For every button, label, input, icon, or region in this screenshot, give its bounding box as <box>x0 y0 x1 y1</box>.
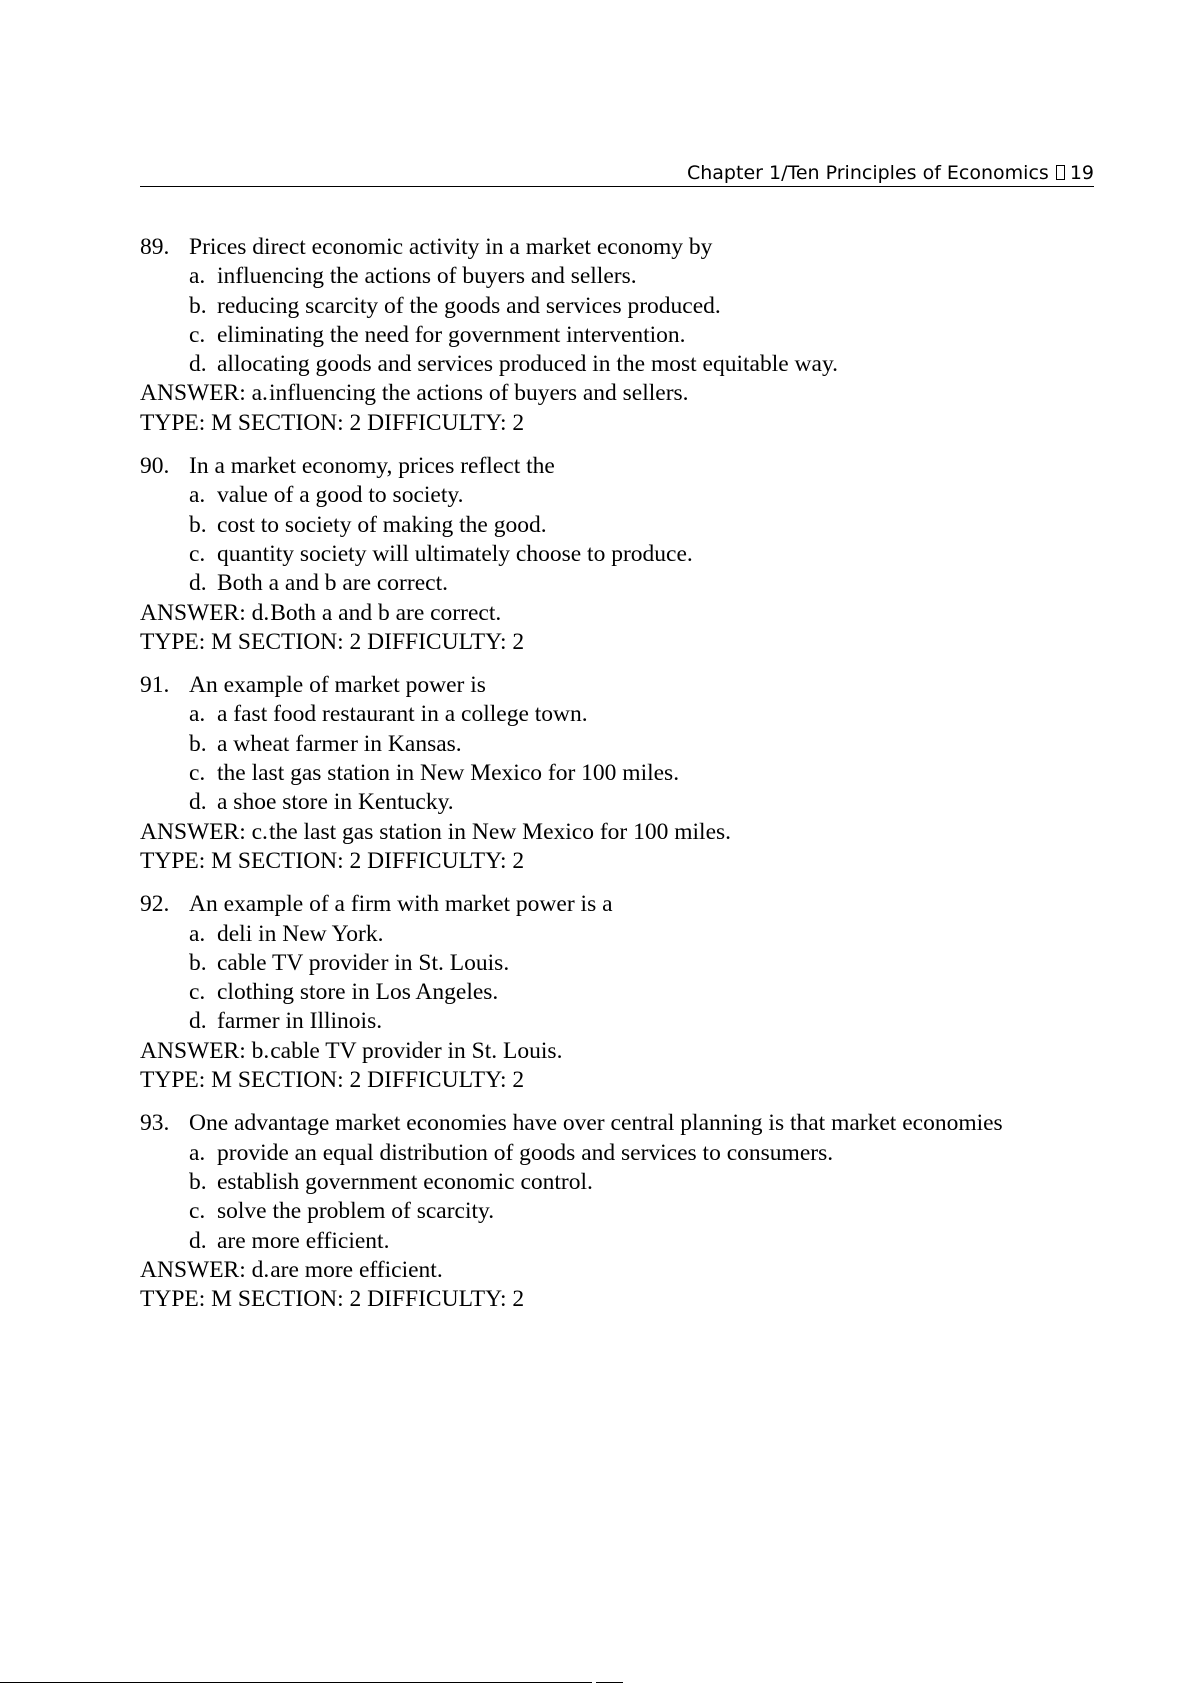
page-header <box>140 160 1094 187</box>
option-c <box>140 1197 1140 1226</box>
question-stem <box>140 233 1140 262</box>
option-letter: a. <box>189 263 206 290</box>
question-text: An example of a firm with market power is a <box>189 891 613 918</box>
question-text: In a market economy, prices reflect the <box>189 453 555 480</box>
option-c <box>140 759 1140 788</box>
question-text: One advantage market economies have over central planning is that market economies <box>189 1110 1003 1137</box>
option-letter: a. <box>189 920 206 947</box>
footer-rule <box>0 1682 592 1683</box>
answer-text: are more efficient. <box>270 1256 443 1283</box>
answer-letter: d. <box>251 1256 270 1283</box>
option-d <box>140 1007 1140 1036</box>
option-text: clothing store in Los Angeles. <box>217 979 499 1006</box>
option-text: farmer in Illinois. <box>217 1008 383 1035</box>
option-letter: a. <box>189 701 206 728</box>
option-letter: b. <box>189 949 207 976</box>
option-text: influencing the actions of buyers and sellers. <box>217 263 637 290</box>
chapter-title: Chapter 1/Ten Principles of Economics <box>686 162 1049 184</box>
option-letter: b. <box>189 1168 207 1195</box>
option-d <box>140 788 1140 817</box>
question-stem <box>140 1109 1140 1138</box>
question-number: 91. <box>140 672 170 699</box>
answer-letter: b. <box>251 1037 270 1064</box>
option-letter: a. <box>189 482 206 509</box>
answer-text: Both a and b are correct. <box>270 599 502 626</box>
answer-line <box>140 599 1140 628</box>
answer-text: cable TV provider in St. Louis. <box>270 1037 563 1064</box>
option-text: Both a and b are correct. <box>217 570 448 597</box>
question-92 <box>140 890 1140 1095</box>
question-91 <box>140 671 1140 876</box>
option-text: provide an equal distribution of goods and services to consumers. <box>217 1139 834 1166</box>
option-c <box>140 978 1140 1007</box>
answer-letter: d. <box>251 599 270 626</box>
option-b <box>140 1168 1140 1197</box>
question-number: 92. <box>140 891 170 918</box>
question-stem <box>140 452 1140 481</box>
option-text: a fast food restaurant in a college town. <box>217 701 588 728</box>
option-a <box>140 262 1140 291</box>
option-text: cable TV provider in St. Louis. <box>217 949 510 976</box>
option-letter: d. <box>189 1227 207 1254</box>
answer-text: influencing the actions of buyers and sellers. <box>268 380 689 407</box>
missing-glyph-icon <box>1056 165 1065 180</box>
option-b <box>140 511 1140 540</box>
option-d <box>140 350 1140 379</box>
option-letter: c. <box>189 760 206 787</box>
option-c <box>140 321 1140 350</box>
option-letter: b. <box>189 511 207 538</box>
running-head <box>687 160 1094 186</box>
question-text: Prices direct economic activity in a market economy by <box>189 234 713 260</box>
option-text: allocating goods and services produced in the most equitable way. <box>217 351 839 378</box>
question-meta: TYPE: M SECTION: 2 DIFFICULTY: 2 <box>140 628 525 655</box>
answer-line <box>140 379 1140 408</box>
page-number: 19 <box>1069 162 1094 184</box>
answer-label: ANSWER: <box>140 1037 246 1064</box>
option-text: deli in New York. <box>217 920 384 947</box>
question-90 <box>140 452 1140 657</box>
option-text: eliminating the need for government intervention. <box>217 321 686 348</box>
option-text: quantity society will ultimately choose to produce. <box>217 540 693 567</box>
answer-line <box>140 1037 1140 1066</box>
option-a <box>140 920 1140 949</box>
question-93 <box>140 1109 1140 1314</box>
option-letter: d. <box>189 351 207 378</box>
option-text: value of a good to society. <box>217 482 464 509</box>
option-text: are more efficient. <box>217 1227 390 1254</box>
option-a <box>140 481 1140 510</box>
answer-line <box>140 818 1140 847</box>
option-letter: b. <box>189 292 207 319</box>
option-c <box>140 540 1140 569</box>
answer-line <box>140 1256 1140 1285</box>
option-letter: b. <box>189 730 207 757</box>
option-letter: a. <box>189 1139 206 1166</box>
option-letter: c. <box>189 1198 206 1225</box>
answer-letter: a. <box>251 380 268 407</box>
question-meta: TYPE: M SECTION: 2 DIFFICULTY: 2 <box>140 847 525 874</box>
option-letter: d. <box>189 1008 207 1035</box>
answer-label: ANSWER: <box>140 599 246 626</box>
question-meta: TYPE: M SECTION: 2 DIFFICULTY: 2 <box>140 409 525 436</box>
question-list <box>140 233 1140 1328</box>
footer-rule-mark <box>596 1682 623 1683</box>
option-letter: c. <box>189 321 206 348</box>
question-89 <box>140 233 1140 438</box>
option-letter: c. <box>189 540 206 567</box>
option-text: solve the problem of scarcity. <box>217 1198 495 1225</box>
option-b <box>140 730 1140 759</box>
option-a <box>140 700 1140 729</box>
question-number: 89. <box>140 234 170 260</box>
question-stem <box>140 671 1140 700</box>
option-text: cost to society of making the good. <box>217 511 547 538</box>
question-meta: TYPE: M SECTION: 2 DIFFICULTY: 2 <box>140 1286 525 1313</box>
answer-label: ANSWER: <box>140 818 246 845</box>
option-text: the last gas station in New Mexico for 100 miles. <box>217 760 680 787</box>
option-d <box>140 569 1140 598</box>
answer-label: ANSWER: <box>140 1256 246 1283</box>
answer-text: the last gas station in New Mexico for 100 miles. <box>268 818 732 845</box>
question-meta: TYPE: M SECTION: 2 DIFFICULTY: 2 <box>140 1067 525 1094</box>
question-number: 93. <box>140 1110 170 1137</box>
option-text: a shoe store in Kentucky. <box>217 789 454 816</box>
option-text: a wheat farmer in Kansas. <box>217 730 462 757</box>
option-text: establish government economic control. <box>217 1168 593 1195</box>
option-a <box>140 1139 1140 1168</box>
option-b <box>140 949 1140 978</box>
option-d <box>140 1227 1140 1256</box>
question-text: An example of market power is <box>189 672 486 699</box>
question-number: 90. <box>140 453 170 480</box>
option-letter: d. <box>189 789 207 816</box>
answer-label: ANSWER: <box>140 380 246 407</box>
option-text: reducing scarcity of the goods and services produced. <box>217 292 721 319</box>
question-stem <box>140 890 1140 919</box>
option-letter: c. <box>189 979 206 1006</box>
option-letter: d. <box>189 570 207 597</box>
answer-letter: c. <box>251 818 268 845</box>
option-b <box>140 292 1140 321</box>
